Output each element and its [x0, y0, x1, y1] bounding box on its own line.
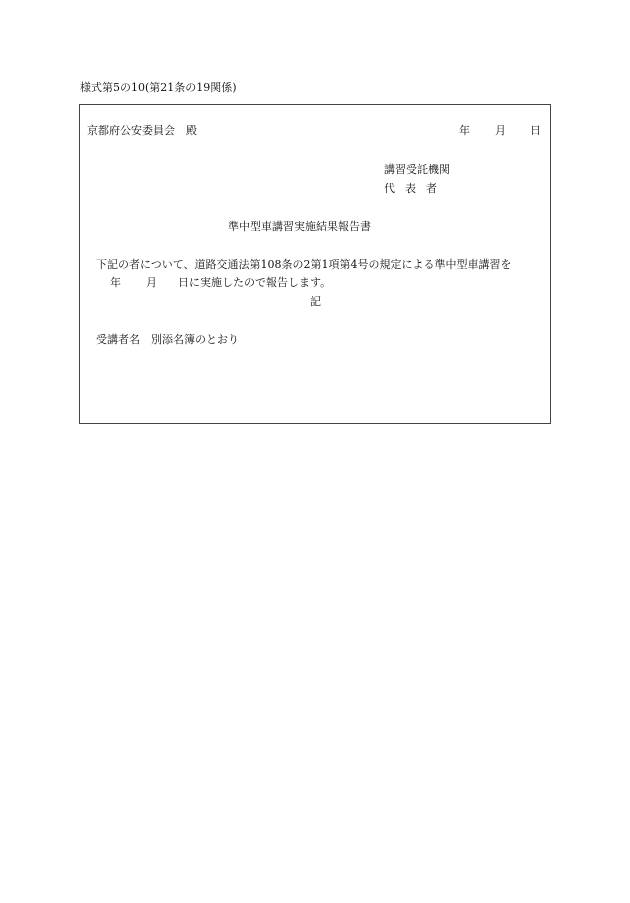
form-number: 様式第5の10(第21条の19関係)	[80, 81, 237, 94]
organization-label: 講習受託機関	[384, 163, 450, 176]
ki-heading: 記	[310, 295, 321, 308]
date-year-label: 年	[459, 124, 470, 137]
body-text-line1: 下記の者について、道路交通法第108条の2第1項第4号の規定による準中型車講習を	[96, 258, 512, 271]
date-day-label: 日	[530, 124, 541, 137]
body-month-label: 月	[146, 276, 157, 289]
representative-label: 代表者	[384, 182, 447, 195]
body-text-line2: 日に実施したので報告します。	[178, 276, 332, 289]
addressee: 京都府公安委員会 殿	[87, 124, 197, 137]
body-year-label: 年	[110, 276, 121, 289]
trainee-line: 受講者名 別添名簿のとおり	[96, 333, 239, 346]
date-month-label: 月	[495, 124, 506, 137]
document-title: 準中型車講習実施結果報告書	[228, 220, 371, 233]
